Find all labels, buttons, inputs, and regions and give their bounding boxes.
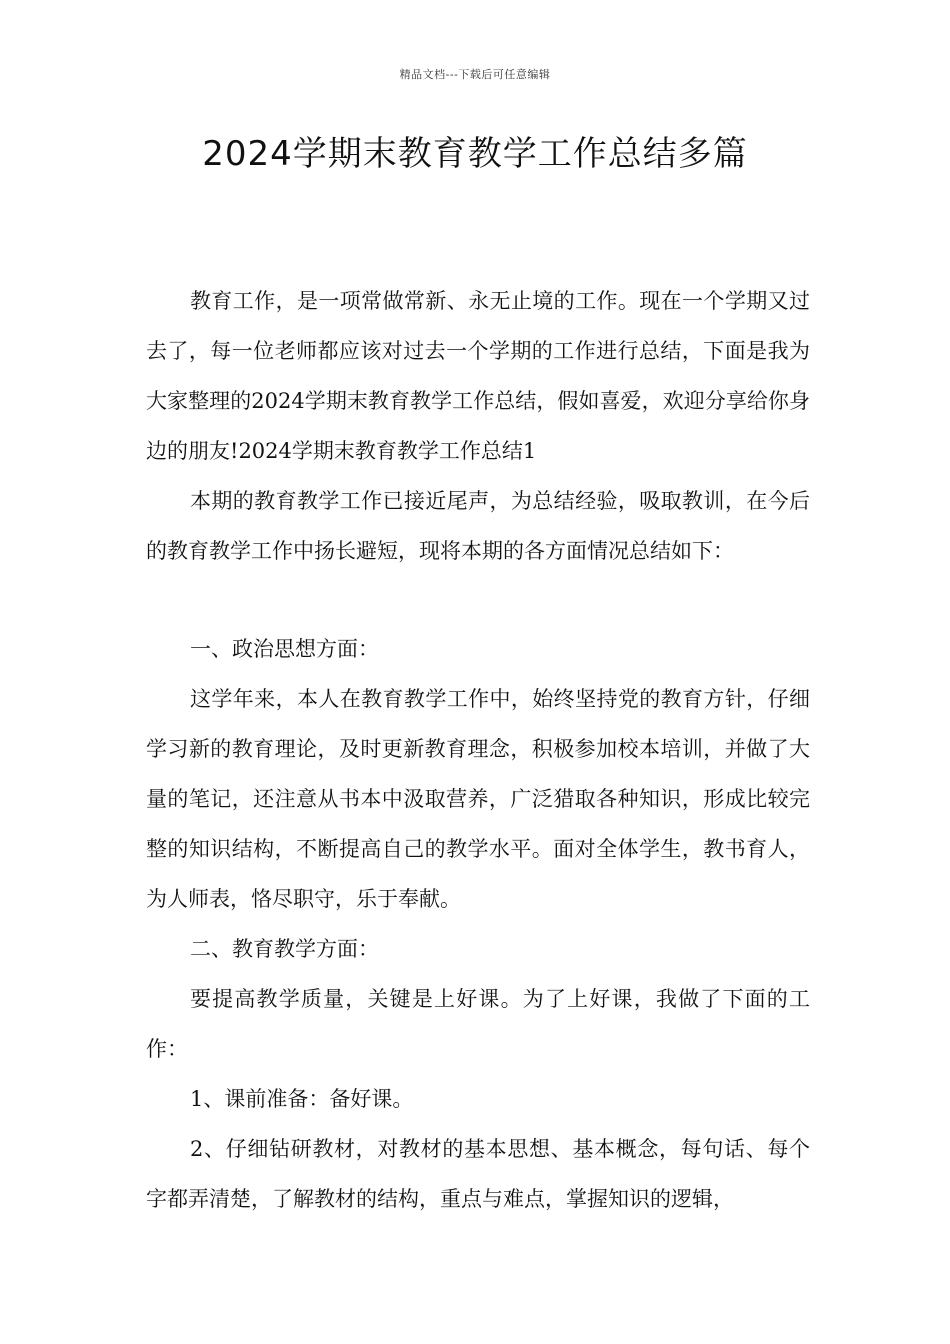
list-item-1: 1、课前准备：备好课。 — [190, 1087, 414, 1111]
paragraph-politics: 这学年来，本人在教育教学工作中，始终坚持党的教育方针，仔细学习新的教育理论，及时更新教育理念，积极参加校本培训，并做了大量的笔记，还注意从书本中汲取营养，广泛猎取各种知识，形成比较完整的知识结构，不断提高自己的教学水平。面对全体学生，教书育人，为人师表，恪尽职守，乐于奉献。 — [146, 687, 810, 911]
paragraph-summary-lead: 本期的教育教学工作已接近尾声，为总结经验，吸取教训，在今后的教育教学工作中扬长避短，现将本期的各方面情况总结如下： — [146, 489, 810, 563]
body-block-2 — [146, 624, 810, 1224]
list-item-2: 2、仔细钻研教材，对教材的基本思想、基本概念，每句话、每个字都弄清楚，了解教材的结构，重点与难点，掌握知识的逻辑， — [146, 1137, 810, 1211]
document-title: 2024学期末教育教学工作总结多篇 — [202, 134, 748, 174]
paragraph-teaching-quality: 要提高教学质量，关键是上好课。为了上好课，我做了下面的工作： — [146, 987, 810, 1061]
section-heading-politics: 一、政治思想方面： — [190, 637, 379, 661]
section-heading-teaching: 二、教育教学方面： — [190, 937, 379, 961]
header-note: 精品文档---下载后可任意编辑 — [399, 68, 551, 81]
paragraph-intro: 教育工作，是一项常做常新、永无止境的工作。现在一个学期又过去了，每一位老师都应该对过去一个学期的工作进行总结，下面是我为大家整理的2024学期末教育教学工作总结，假如喜爱，欢迎分享给你身边的朋友!2024学期末教育教学工作总结1 — [146, 289, 810, 463]
body-block-1 — [146, 276, 810, 576]
